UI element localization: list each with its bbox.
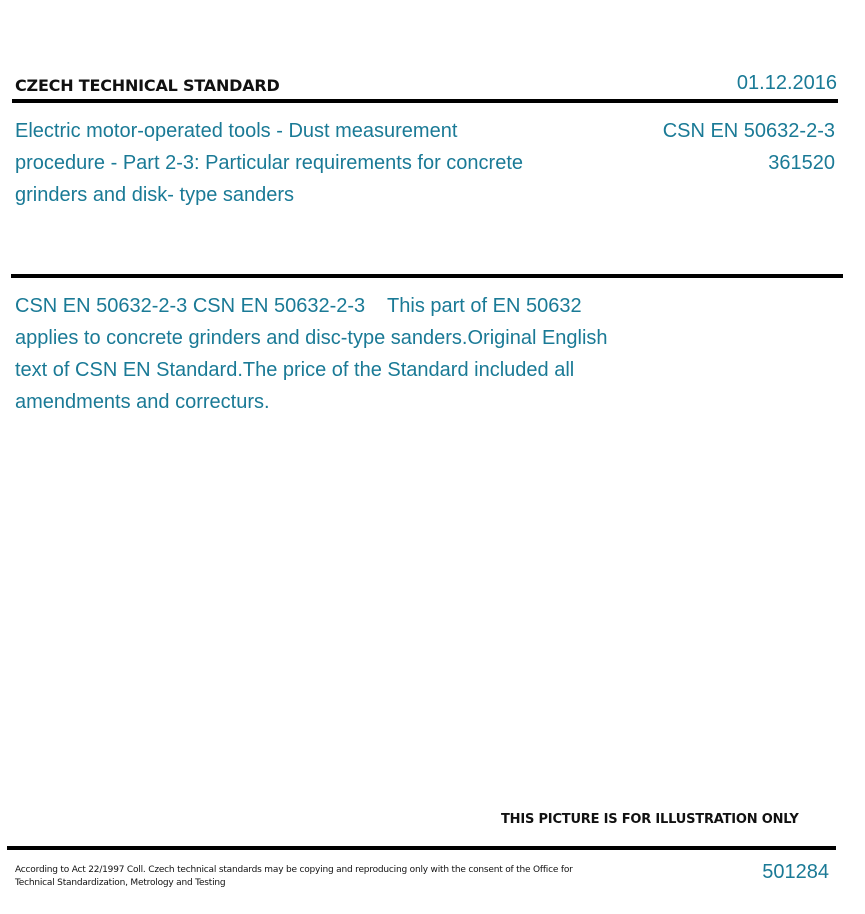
footer-divider — [7, 846, 836, 850]
legal-notice: According to Act 22/1997 Coll. Czech technical standards may be copying and reproducing only with the consent of the Office for Technical Standardization, Metrology and Testing — [15, 865, 573, 888]
footer-document-number: 501284 — [762, 861, 829, 883]
document-identifiers — [663, 115, 835, 179]
document-title: Electric motor-operated tools - Dust measurement procedure - Part 2-3: Particular requirements for concrete grinders and disk- type sanders — [15, 120, 523, 206]
illustration-disclaimer: THIS PICTURE IS FOR ILLUSTRATION ONLY — [501, 812, 799, 827]
standard-code: CSN EN 50632-2-3 — [662, 120, 835, 142]
title-divider — [11, 274, 843, 278]
document-description: CSN EN 50632-2-3 CSN EN 50632-2-3 This part of EN 50632 applies to concrete grinders and disc-type sanders.Original English text of CSN EN Standard.The price of the Standard included all amendments and correcturs. — [15, 295, 614, 413]
standard-header-title: CZECH TECHNICAL STANDARD — [15, 76, 280, 95]
header-divider — [12, 99, 838, 103]
publication-date: 01.12.2016 — [736, 72, 837, 94]
catalog-number: 361520 — [768, 152, 835, 174]
